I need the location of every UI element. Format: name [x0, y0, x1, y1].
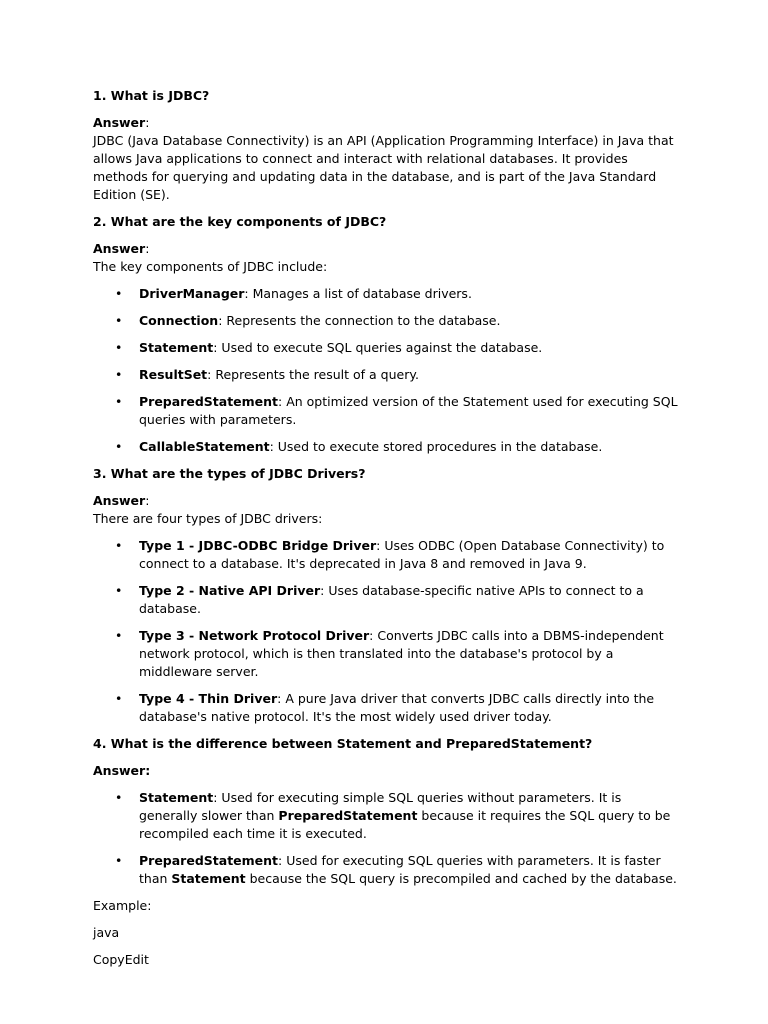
- answer-label: Answer: [93, 493, 146, 508]
- answer-colon: :: [145, 493, 150, 508]
- list-item-desc: : Used to execute stored procedures in the database.: [269, 439, 603, 454]
- list-item: [139, 393, 683, 429]
- answer-colon: :: [145, 115, 150, 130]
- copy-edit-label: CopyEdit: [93, 952, 149, 967]
- answer-label: Answer: [93, 241, 146, 256]
- list-item-term: PreparedStatement: [139, 853, 279, 868]
- list-item: [139, 627, 683, 681]
- question-1-title: 1. What is JDBC?: [93, 88, 210, 103]
- list-item-bold-ref: Statement: [171, 871, 246, 886]
- list-item-desc: because it requires the SQL query to be recompiled each time it is executed.: [139, 808, 671, 841]
- list-item-desc: : Uses ODBC (Open Database Connectivity) to connect to a database. It's deprecated in Java 8 and removed in Java 9.: [139, 538, 665, 571]
- list-item-desc: : Represents the connection to the database.: [218, 313, 501, 328]
- question-2-title: 2. What are the key components of JDBC?: [93, 214, 387, 229]
- jdbc-components-list: [93, 285, 683, 456]
- list-item: [139, 438, 683, 456]
- question-1-body: JDBC (Java Database Connectivity) is an API (Application Programming Interface) in Java that allows Java applications to connect and interact with relational databases. It provides methods for querying and updating data in the database, and is part of the Java Standard Edition (SE).: [93, 133, 674, 202]
- list-item: [139, 789, 683, 843]
- list-item-desc: : A pure Java driver that converts JDBC calls directly into the database's native protocol. It's the most widely used driver today.: [139, 691, 655, 724]
- list-item-desc: : Manages a list of database drivers.: [244, 286, 472, 301]
- list-item-desc: : Represents the result of a query.: [207, 367, 419, 382]
- answer-colon: :: [145, 241, 150, 256]
- list-item-desc: : Used for executing simple SQL queries without parameters. It is generally slower than: [139, 790, 622, 823]
- list-item: [139, 339, 683, 357]
- list-item-term: Type 1 - JDBC-ODBC Bridge Driver: [139, 538, 377, 553]
- list-item: [139, 312, 683, 330]
- list-item-desc: : An optimized version of the Statement used for executing SQL queries with parameters.: [139, 394, 678, 427]
- list-item-term: ResultSet: [139, 367, 208, 382]
- question-3-title: 3. What are the types of JDBC Drivers?: [93, 466, 366, 481]
- list-item-desc: : Used for executing SQL queries with parameters. It is faster than: [139, 853, 661, 886]
- list-item: [139, 366, 683, 384]
- list-item-desc: : Used to execute SQL queries against the database.: [213, 340, 543, 355]
- list-item-bold-ref: PreparedStatement: [278, 808, 418, 823]
- list-item-term: Statement: [139, 790, 214, 805]
- list-item-desc: : Uses database-specific native APIs to connect to a database.: [139, 583, 644, 616]
- list-item-term: DriverManager: [139, 286, 245, 301]
- list-item-desc: : Converts JDBC calls into a DBMS-independent network protocol, which is then translated into the database's protocol by a middleware server.: [139, 628, 664, 679]
- question-4-title: 4. What is the difference between Statement and PreparedStatement?: [93, 736, 593, 751]
- list-item-term: Connection: [139, 313, 219, 328]
- code-language-label: java: [93, 925, 120, 940]
- list-item-term: Type 2 - Native API Driver: [139, 583, 321, 598]
- list-item-desc: because the SQL query is precompiled and cached by the database.: [245, 871, 677, 886]
- list-item: [139, 582, 683, 618]
- question-2-intro: The key components of JDBC include:: [93, 259, 328, 274]
- list-item: [139, 537, 683, 573]
- question-3-intro: There are four types of JDBC drivers:: [93, 511, 323, 526]
- example-label: Example:: [93, 898, 152, 913]
- list-item: [139, 852, 683, 888]
- question-3-answer: [93, 492, 683, 528]
- list-item-term: Statement: [139, 340, 214, 355]
- document-content: [93, 87, 683, 978]
- jdbc-driver-types-list: [93, 537, 683, 726]
- list-item-term: Type 4 - Thin Driver: [139, 691, 278, 706]
- statement-comparison-list: [93, 789, 683, 888]
- question-2-answer: [93, 240, 683, 276]
- answer-label: Answer: [93, 115, 146, 130]
- list-item-term: Type 3 - Network Protocol Driver: [139, 628, 370, 643]
- list-item: [139, 690, 683, 726]
- list-item: [139, 285, 683, 303]
- list-item-term: PreparedStatement: [139, 394, 279, 409]
- list-item-term: CallableStatement: [139, 439, 270, 454]
- answer-label: Answer:: [93, 763, 151, 778]
- question-1-answer: [93, 114, 683, 204]
